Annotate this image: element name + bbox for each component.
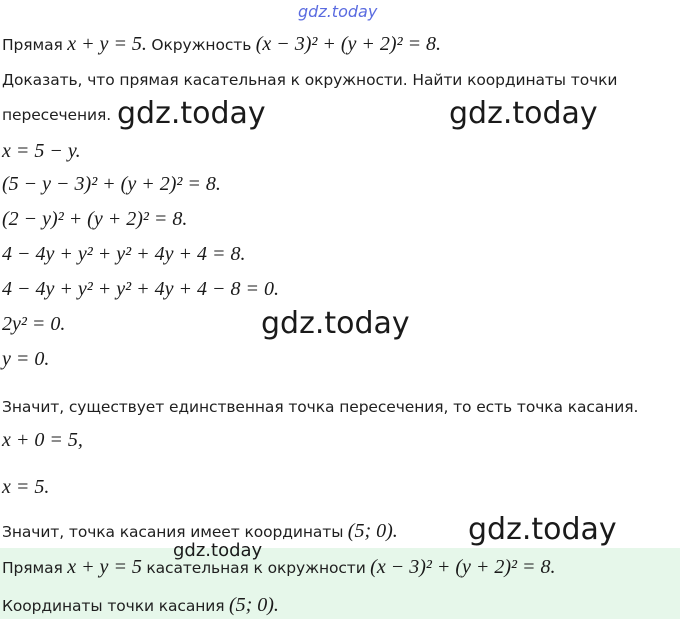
watermark-top: gdz.today — [298, 2, 378, 21]
solution-step-3: (2 − y)² + (y + 2)² = 8. — [2, 208, 188, 230]
solution-step-4: 4 − 4y + y² + y² + 4y + 4 = 8. — [2, 243, 246, 265]
solution-conclusion-1: Значит, существует единственная точка пересечения, то есть точка касания. — [2, 398, 639, 416]
solution-step-x2: x = 5. — [2, 476, 50, 498]
watermark-2: gdz.today — [449, 96, 598, 131]
solution-step-1: x = 5 − y. — [2, 140, 81, 162]
problem-line-equation: x + y = 5. — [67, 33, 147, 55]
conclusion-2-text: Значит, точка касания имеет координаты — [2, 523, 344, 541]
solution-step-5: 4 − 4y + y² + y² + 4y + 4 − 8 = 0. — [2, 278, 279, 300]
answer-circle-equation: (x − 3)² + (y + 2)² = 8. — [370, 556, 556, 578]
answer-point-text: Координаты точки касания — [2, 597, 225, 615]
problem-circle-label: Окружность — [151, 36, 252, 54]
problem-line-1 — [2, 33, 441, 56]
watermark-3: gdz.today — [261, 306, 410, 341]
answer-line-equation: x + y = 5 — [67, 556, 142, 578]
conclusion-2-point: (5; 0). — [347, 520, 398, 542]
answer-line-1 — [2, 556, 556, 579]
answer-line-2 — [2, 594, 279, 617]
solution-step-7: y = 0. — [2, 348, 50, 370]
solution-step-2: (5 − y − 3)² + (y + 2)² = 8. — [2, 173, 221, 195]
problem-circle-equation: (x − 3)² + (y + 2)² = 8. — [255, 33, 442, 55]
watermark-4: gdz.today — [468, 512, 617, 547]
problem-line-label: Прямая — [2, 36, 63, 54]
answer-line-label: Прямая — [2, 559, 63, 577]
problem-task-line: Доказать, что прямая касательная к окружности. Найти координаты точки — [2, 71, 618, 89]
problem-task-line-2: пересечения. — [2, 106, 112, 124]
answer-line-text: касательная к окружности — [146, 559, 366, 577]
solution-step-x1: x + 0 = 5, — [2, 429, 83, 451]
watermark-5: gdz.today — [173, 540, 263, 561]
solution-step-6: 2y² = 0. — [2, 313, 66, 335]
answer-point: (5; 0). — [228, 594, 279, 616]
watermark-1: gdz.today — [117, 96, 266, 131]
